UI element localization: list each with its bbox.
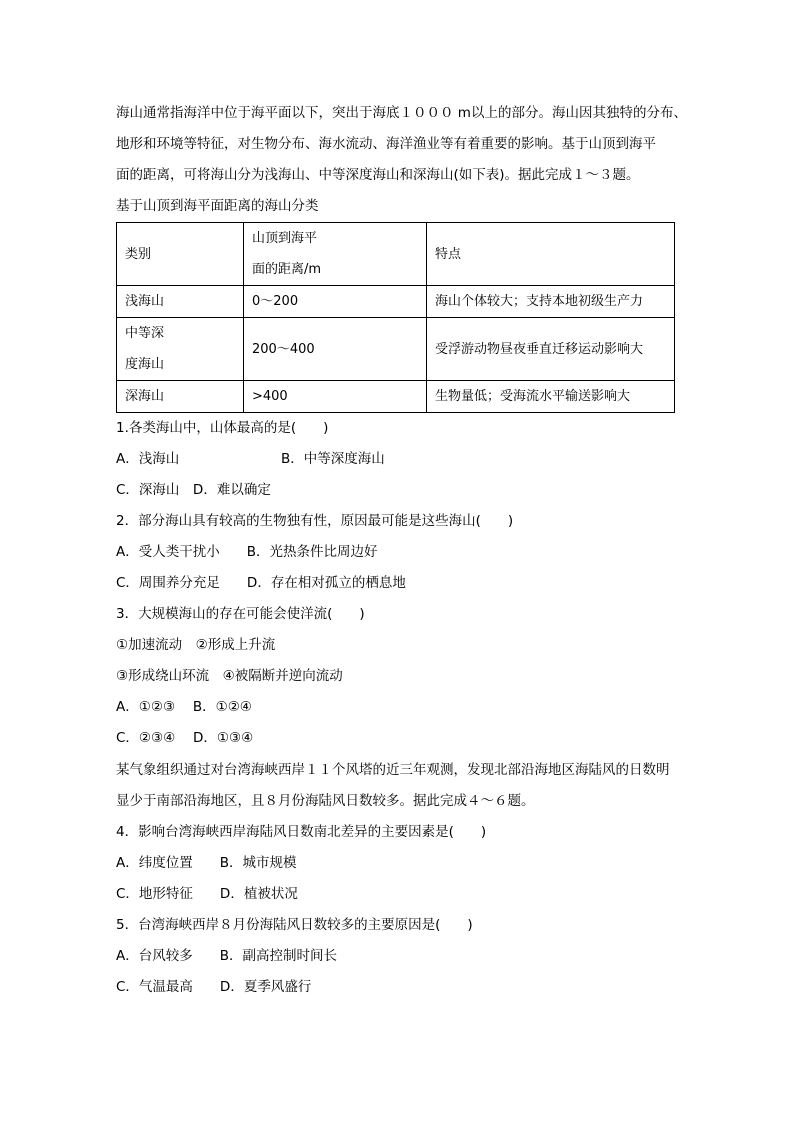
row-category: 浅海山 [117,286,244,318]
header-distance [244,223,427,286]
q3-options-cd: C．②③④ D．①③④ [116,730,254,746]
row-category [117,318,244,381]
intro1-line3: 面的距离，可将海山分为浅海山、中等深度海山和深海山(如下表)。据此完成１～３题。 [116,167,640,183]
q2-options-cd: C．周围养分充足 D．存在相对孤立的栖息地 [116,575,406,591]
table-caption: 基于山顶到海平面距离的海山分类 [116,198,319,214]
q5-options-ab: A．台风较多 B．副高控制时间长 [116,948,337,964]
q3-items-1: ①加速流动 ②形成上升流 [116,637,276,653]
header-feature: 特点 [427,223,675,286]
intro2-line2: 显少于南部沿海地区，且８月份海陆风日数较多。据此完成４～６题。 [116,793,535,809]
q1-option-a: A．浅海山 [116,451,180,467]
q2-options-ab: A．受人类干扰小 B．光热条件比周边好 [116,544,378,560]
q3-items-2: ③形成绕山环流 ④被隔断并逆向流动 [116,668,343,684]
header-category: 类别 [117,223,244,286]
q2-stem: 2．部分海山具有较高的生物独有性，原因最可能是这些海山( ) [116,513,514,529]
table-row [117,286,675,318]
q4-stem: 4．影响台湾海峡西岸海陆风日数南北差异的主要因素是( ) [116,824,487,840]
row-distance: >400 [244,381,427,413]
q3-options-ab: A．①②③ B．①②④ [116,699,252,715]
q5-options-cd: C．气温最高 D．夏季风盛行 [116,979,312,995]
q4-options-cd: C．地形特征 D．植被状况 [116,886,298,902]
row-category-line2: 度海山 [125,357,165,372]
header-distance-line1: 山顶到海平 [252,231,318,246]
table-row [117,381,675,413]
row-feature: 海山个体较大；支持本地初级生产力 [427,286,675,318]
q3-stem: 3．大规模海山的存在可能会使洋流( ) [116,606,365,622]
intro2-line1: 某气象组织通过对台湾海峡西岸１１个风塔的近三年观测，发现北部沿海地区海陆风的日数明 [116,762,670,778]
header-distance-line2: 面的距离/m [252,262,322,277]
intro1-line2: 地形和环境等特征，对生物分布、海水流动、海洋渔业等有着重要的影响。基于山顶到海平 [116,136,656,152]
row-feature: 生物量低；受海流水平输送影响大 [427,381,675,413]
row-category-line1: 中等深 [125,326,165,341]
q1-options-cd: C．深海山 D．难以确定 [116,482,271,498]
table-row [117,318,675,381]
row-distance: 0～200 [244,286,427,318]
table-header-row [117,223,675,286]
intro1-line1: 海山通常指海洋中位于海平面以下，突出于海底１０００ m以上的部分。海山因其独特的分布、 [116,105,687,121]
row-category: 深海山 [117,381,244,413]
q1-option-b: B．中等深度海山 [281,451,385,467]
row-distance: 200～400 [244,318,427,381]
q4-options-ab: A．纬度位置 B．城市规模 [116,855,297,871]
q5-stem: 5．台湾海峡西岸８月份海陆风日数较多的主要原因是( ) [116,917,473,933]
q1-stem: 1.各类海山中，山体最高的是( ) [116,420,329,436]
row-feature: 受浮游动物昼夜垂直迁移运动影响大 [427,318,675,381]
seamount-classification-table [116,222,675,413]
